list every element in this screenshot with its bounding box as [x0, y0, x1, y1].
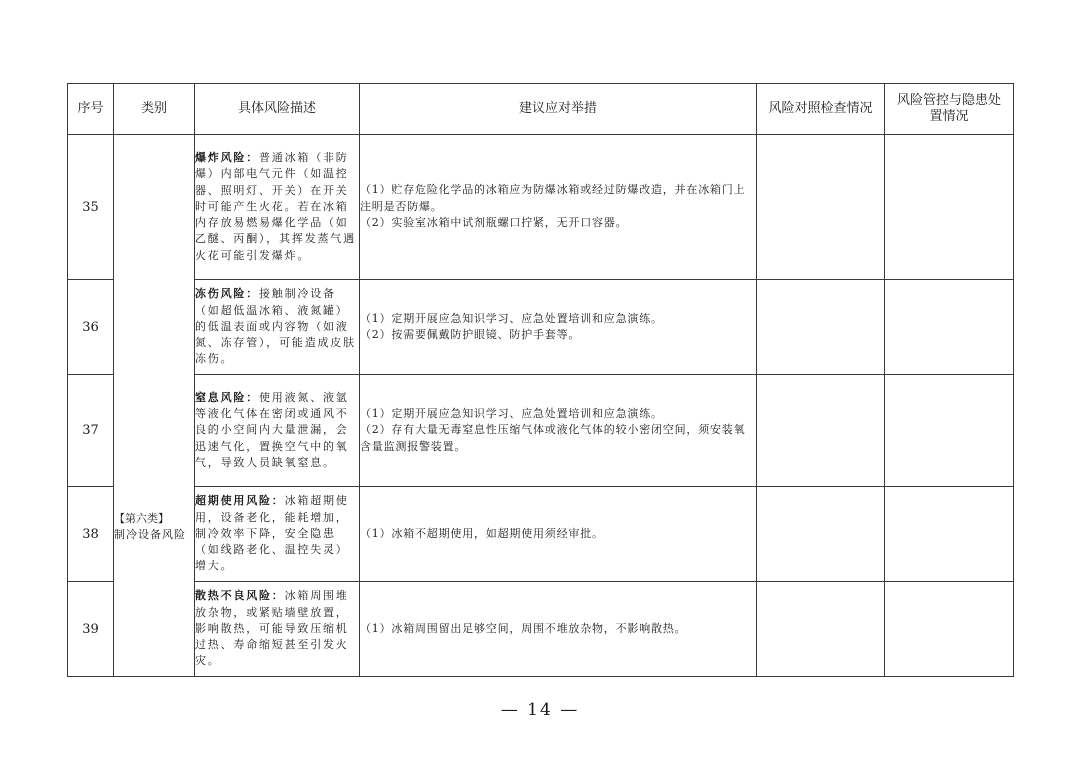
risk-description [195, 280, 360, 375]
risk-title: 窒息风险： [195, 390, 259, 404]
row-number: 35 [68, 135, 114, 280]
check-status-cell[interactable] [757, 135, 885, 280]
measures-cell [360, 487, 757, 582]
measures-cell [360, 375, 757, 487]
risk-title: 散热不良风险： [195, 589, 285, 603]
measure-item: （1）贮存危险化学品的冰箱应为防爆冰箱或经过防爆改造，并在冰箱门上注明是否防爆。 [360, 183, 746, 213]
control-status-cell[interactable] [885, 487, 1014, 582]
control-status-cell[interactable] [885, 280, 1014, 375]
header-seq: 序号 [68, 84, 114, 135]
header-control-status: 风险管控与隐患处置情况 [885, 84, 1014, 135]
category-cell [114, 135, 195, 677]
table-row [68, 280, 1014, 375]
risk-description [195, 582, 360, 677]
row-number: 38 [68, 487, 114, 582]
row-number: 36 [68, 280, 114, 375]
check-status-cell[interactable] [757, 582, 885, 677]
measure-item: （1）定期开展应急知识学习、应急处置培训和应急演练。 [360, 406, 663, 420]
control-status-cell[interactable] [885, 135, 1014, 280]
page-number: — 14 — [500, 700, 580, 720]
table-row [68, 135, 1014, 280]
check-status-cell[interactable] [757, 487, 885, 582]
measure-item: （1）冰箱不超期使用，如超期使用须经审批。 [360, 526, 604, 540]
measure-item: （2）按需要佩戴防护眼镜、防护手套等。 [360, 328, 581, 341]
risk-description [195, 487, 360, 582]
header-measures: 建议应对举措 [360, 84, 757, 135]
risk-description [195, 375, 360, 487]
risk-text: 接触制冷设备（如超低温冰箱、液氮罐）的低温表面或内容物（如液氮、冻存管），可能造成皮肤冻伤。 [195, 287, 356, 366]
risk-table [67, 83, 1014, 677]
risk-description [195, 135, 360, 280]
risk-text: 冰箱周围堆放杂物，或紧贴墙壁放置，影响散热，可能导致压缩机过热、寿命缩短甚至引发火灾。 [195, 589, 349, 668]
table-header-row [68, 84, 1014, 135]
check-status-cell[interactable] [757, 280, 885, 375]
control-status-cell[interactable] [885, 375, 1014, 487]
category-tag: 【第六类】 [114, 512, 169, 525]
risk-text: 普通冰箱（非防爆）内部电气元件（如温控器、照明灯、开关）在开关时可能产生火花。若在冰箱内存放易燃易爆化学品（如乙醚、丙酮），其挥发蒸气遇火花可能引发爆炸。 [195, 150, 356, 262]
check-status-cell[interactable] [757, 375, 885, 487]
row-number: 37 [68, 375, 114, 487]
table-row [68, 582, 1014, 677]
table-row [68, 375, 1014, 487]
category-name: 制冷设备风险 [114, 527, 186, 541]
measure-item: （1）定期开展应急知识学习、应急处置培训和应急演练。 [360, 311, 663, 325]
row-number: 39 [68, 582, 114, 677]
measures-cell [360, 135, 757, 280]
risk-text: 冰箱超期使用，设备老化，能耗增加，制冷效率下降，安全隐患（如线路老化、温控失灵）增大。 [195, 494, 349, 573]
risk-title: 冻伤风险： [195, 287, 259, 301]
risk-title: 爆炸风险： [195, 150, 259, 164]
measure-item: （2）实验室冰箱中试剂瓶螺口拧紧，无开口容器。 [360, 216, 628, 230]
table-row [68, 487, 1014, 582]
header-risk-description: 具体风险描述 [195, 84, 360, 135]
risk-text: 使用液氮、液氩等液化气体在密闭或通风不良的小空间内大量泄漏，会迅速气化，置换空气中的氧气，导致人员缺氧窒息。 [195, 390, 349, 469]
measure-item: （2）存有大量无毒窒息性压缩气体或液化气体的较小密闭空间，须安装氧含量监测报警装置。 [360, 423, 746, 453]
measures-cell [360, 582, 757, 677]
measures-cell [360, 280, 757, 375]
risk-title: 超期使用风险： [195, 494, 285, 508]
header-category: 类别 [114, 84, 195, 135]
header-check-status: 风险对照检查情况 [757, 84, 885, 135]
measure-item: （1）冰箱周围留出足够空间，周围不堆放杂物，不影响散热。 [360, 621, 687, 635]
control-status-cell[interactable] [885, 582, 1014, 677]
